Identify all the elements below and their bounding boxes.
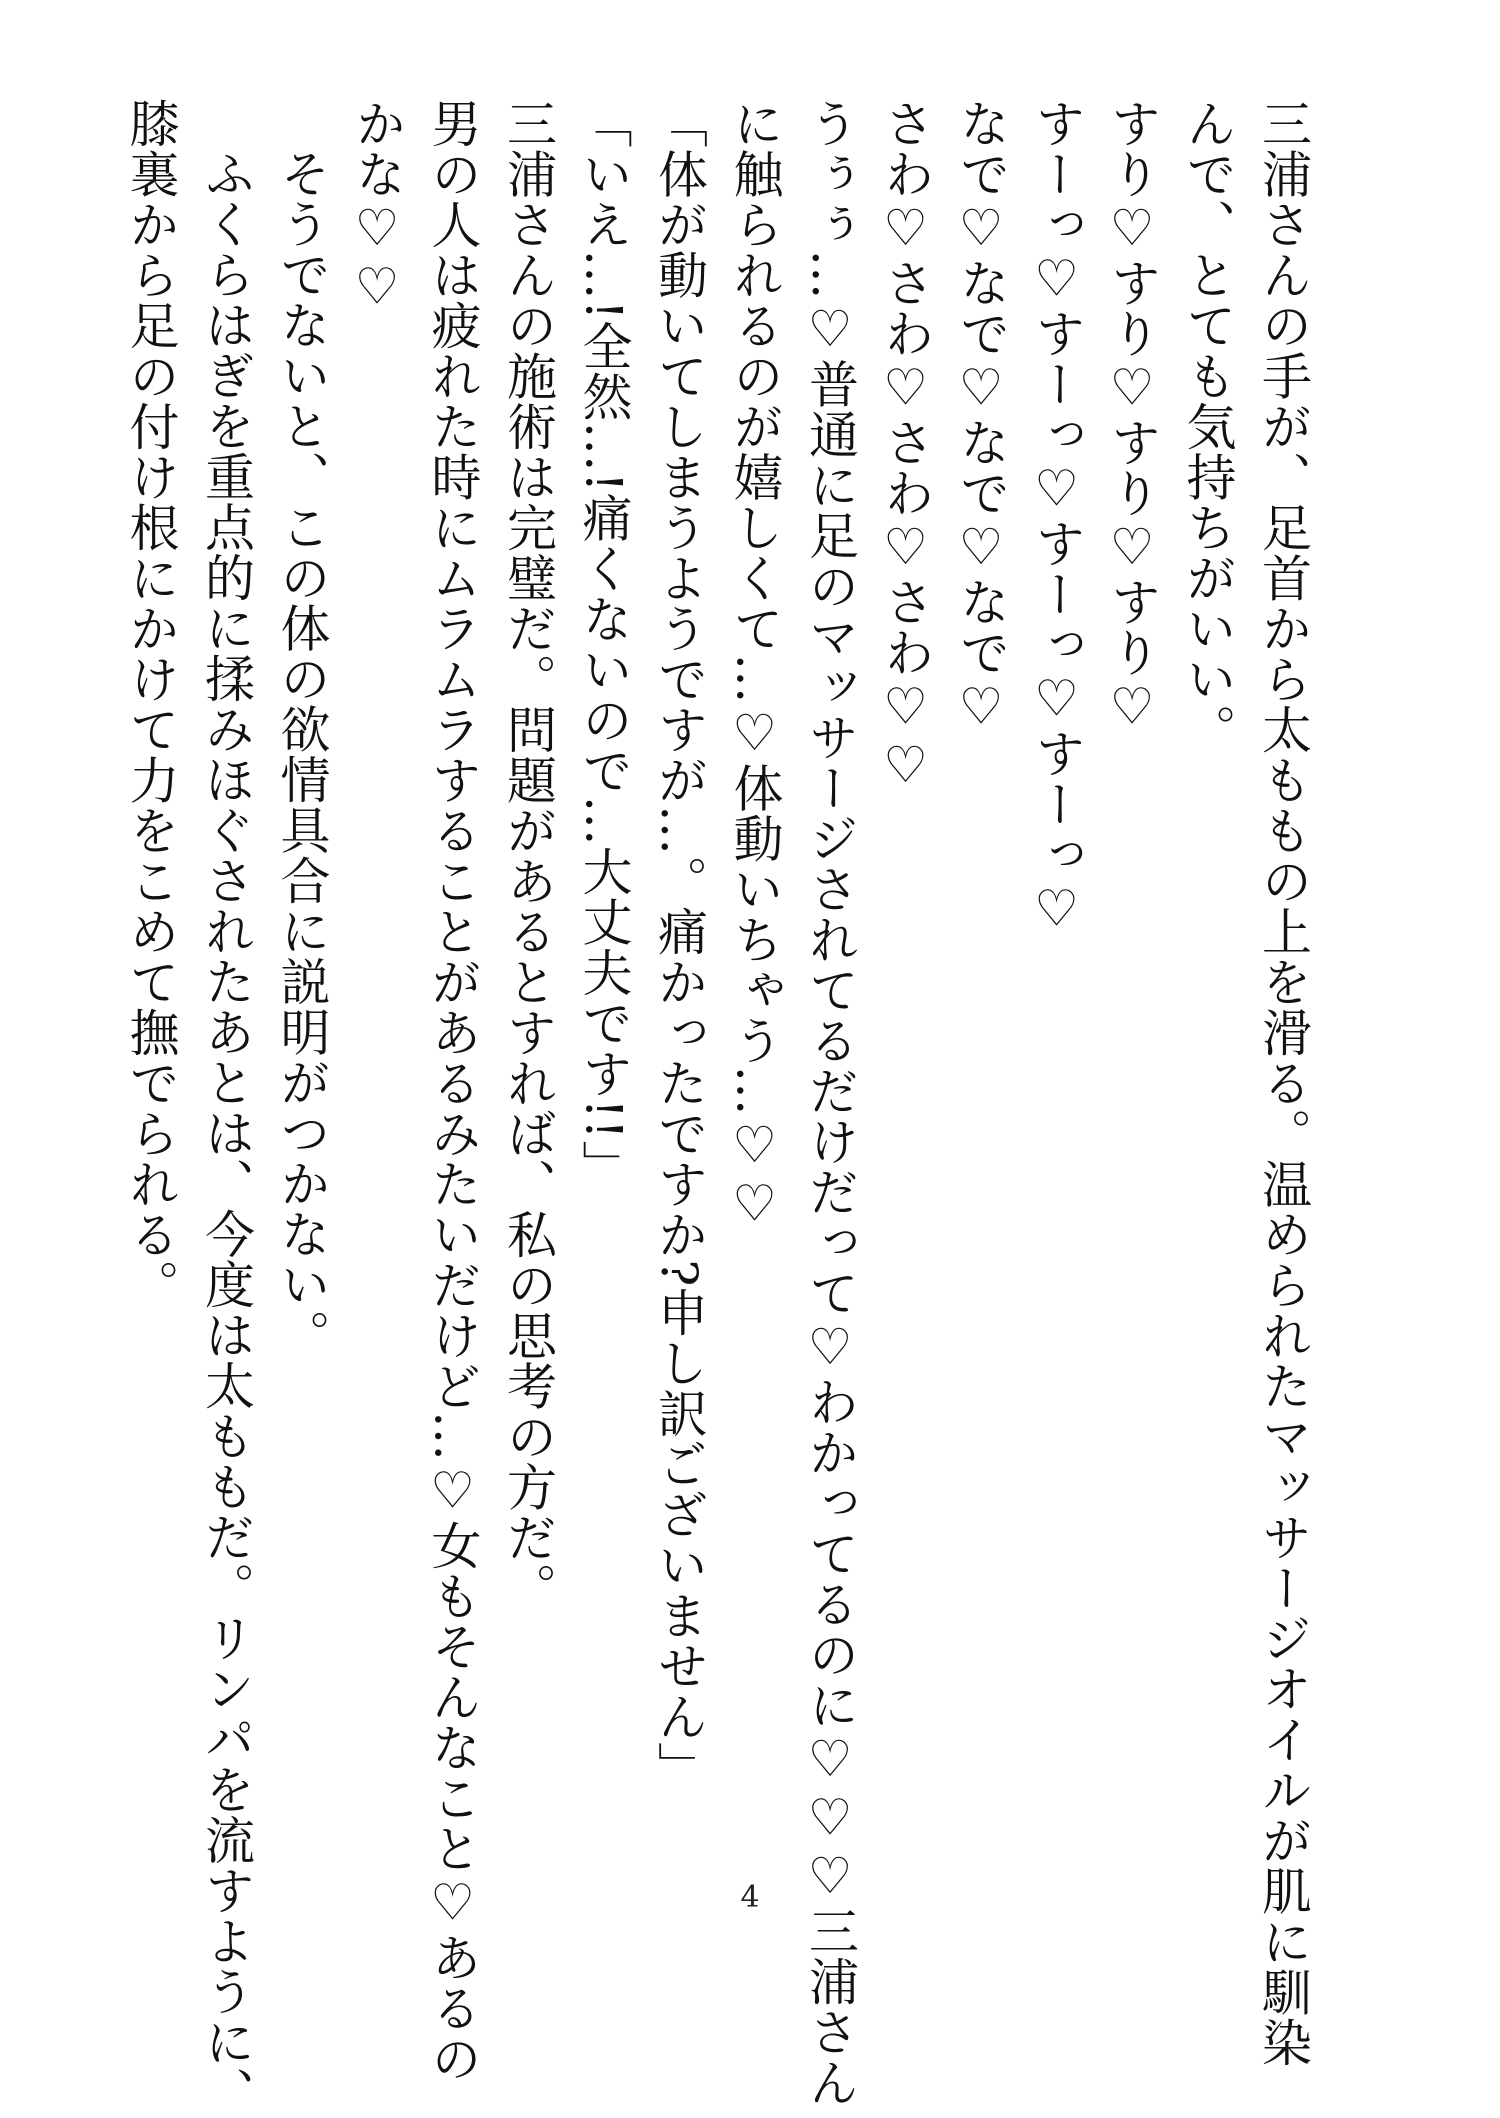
text-line-13: かな♡♡: [348, 98, 406, 316]
text-line-14: そうでないと、この体の欲情具合に説明がつかない。: [272, 148, 331, 1360]
text-line-15: ふくらはぎを重点的に揉みほぐされたあとは、今度は太ももだ。リンパを流すように、: [197, 148, 255, 2118]
text-line-8: に触られるのが嬉しくて…♡体動いちゃう…♡♡: [725, 98, 784, 1233]
text-line-5: なで♡なで♡なで♡なで♡: [952, 98, 1010, 736]
text-line-2: んで、とても気持ちがいい。: [1178, 98, 1237, 755]
text-line-4: すーっ♡すーっ♡すーっ♡すーっ♡: [1027, 98, 1086, 938]
text-line-6: さわ♡さわ♡さわ♡さわ♡♡: [876, 98, 935, 795]
text-line-1: 三浦さんの手が、足首から太ももの上を滑る。温められたマッサージオイルが肌に馴染: [1254, 98, 1312, 2068]
text-line-9: 「体が動いてしまうようですが…。痛かったですか?申し訳ございません」: [650, 98, 708, 1792]
text-line-7: うぅぅ…♡普通に足のマッサージされてるだけだって♡わかってるのに♡♡♡三浦さん: [801, 98, 859, 2108]
text-line-11: 三浦さんの施術は完璧だ。問題があるとすれば、私の思考の方だ。: [499, 98, 557, 1613]
text-line-16: 膝裏から足の付け根にかけて力をこめて撫でられる。: [121, 98, 180, 1310]
text-line-3: すり♡すり♡すり♡すり♡: [1103, 98, 1161, 736]
vertical-text-body: [112, 98, 1320, 2118]
text-line-12: 男の人は疲れた時にムラムラすることがあるみたいだけど…♡女もそんなこと♡あるの: [423, 98, 482, 2084]
page-number: 4: [740, 1880, 760, 1915]
text-line-10: 「いえ…!全然…!痛くないので…大丈夫です!!」: [574, 98, 633, 1191]
